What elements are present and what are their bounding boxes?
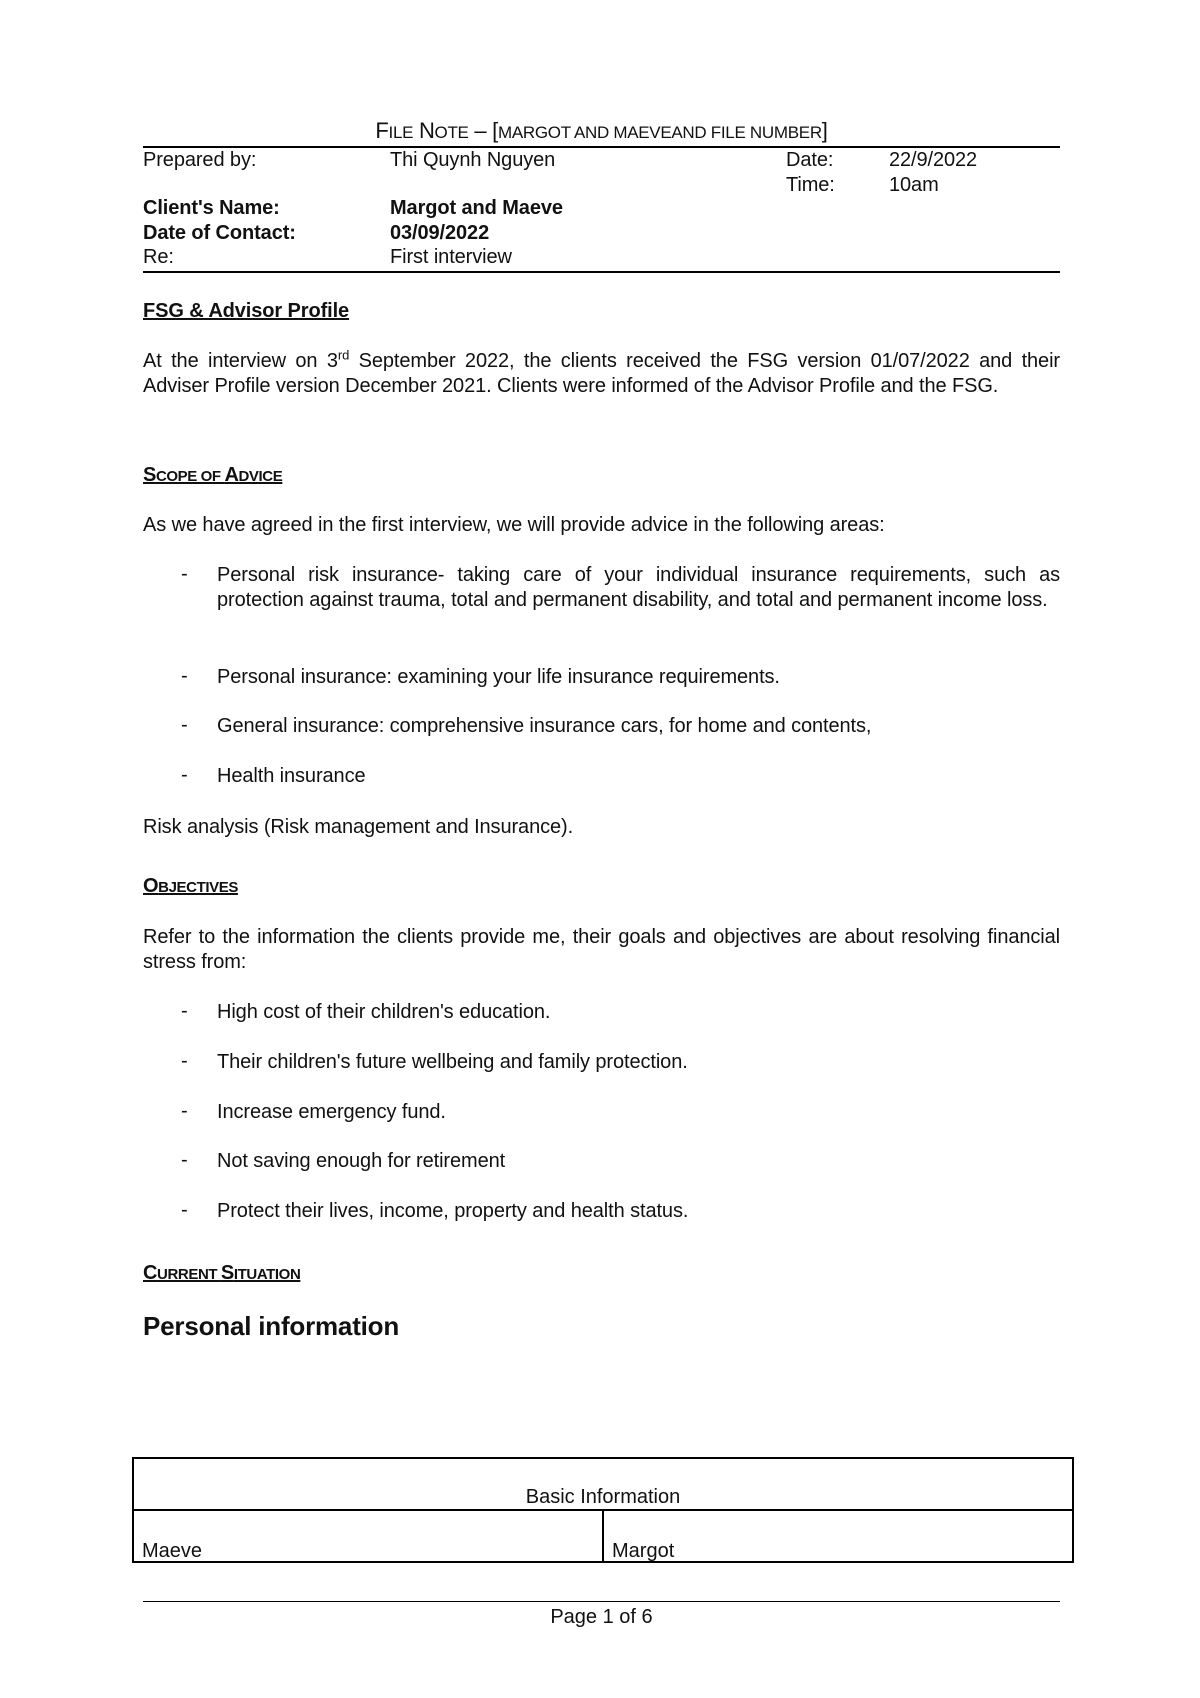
- table-header-cell: Basic Information: [525, 1486, 681, 1508]
- file-note-title: FILE NOTE – [MARGOT AND MAEVEAND FILE NUMBER]: [375, 118, 828, 143]
- scope-item: Personal insurance: examining your life insurance requirements.: [217, 666, 780, 688]
- title-rule: [143, 146, 1060, 148]
- scope-item: Health insurance: [217, 765, 366, 787]
- objectives-item: Increase emergency fund.: [217, 1101, 446, 1123]
- header-bottom-rule: [143, 271, 1060, 273]
- date-of-contact-label: Date of Contact:: [143, 222, 296, 244]
- scope-bullet-marker: -: [181, 714, 188, 736]
- prepared-by-label: Prepared by:: [143, 149, 257, 171]
- scope-closing: Risk analysis (Risk management and Insurance).: [143, 816, 574, 838]
- table-cell-text: Margot: [612, 1540, 675, 1562]
- objectives-item: High cost of their children's education.: [217, 1001, 551, 1023]
- date-of-contact-value: 03/09/2022: [390, 222, 490, 244]
- objectives-bullet-marker: -: [181, 1100, 188, 1122]
- re-label: Re:: [143, 246, 174, 268]
- time-label: Time:: [786, 174, 835, 196]
- objectives-bullet-marker: -: [181, 1149, 188, 1171]
- scope-item: General insurance: comprehensive insurance cars, for home and contents,: [217, 715, 872, 737]
- scope-intro: As we have agreed in the first interview, we will provide advice in the following areas:: [143, 514, 885, 536]
- objectives-item: Not saving enough for retirement: [217, 1150, 506, 1172]
- prepared-by-value: Thi Quynh Nguyen: [390, 149, 556, 171]
- objectives-bullet-marker: -: [181, 1000, 188, 1022]
- scope-bullet-marker: -: [181, 563, 188, 585]
- page-number: Page 1 of 6: [550, 1606, 653, 1628]
- scope-bullet-marker: -: [181, 665, 188, 687]
- time-value: 10am: [889, 174, 939, 196]
- objectives-item: Protect their lives, income, property and health status.: [217, 1200, 689, 1222]
- client-name-label: Client's Name:: [143, 197, 280, 219]
- fsg-paragraph: At the interview on 3rd September 2022, the clients received the FSG version 01/07/2022 and their Adviser Profile version December 2021. Clients were informed of the Advisor Profile and the FSG.: [143, 347, 1060, 397]
- objectives-heading: OBJECTIVES: [143, 875, 238, 897]
- basic-information-table: [132, 1457, 1074, 1563]
- scope-bullet-marker: -: [181, 764, 188, 786]
- table-cell-text: Maeve: [142, 1540, 203, 1562]
- objectives-intro: Refer to the information the clients provide me, their goals and objectives are about resolving financial stress from:: [143, 926, 1060, 973]
- scope-heading: SCOPE OF ADVICE: [143, 464, 283, 486]
- date-label: Date:: [786, 149, 834, 171]
- table-row: [134, 1511, 1072, 1561]
- fsg-heading: FSG & Advisor Profile: [143, 300, 350, 322]
- table-cell-maeve: [134, 1511, 602, 1561]
- table-header-row: [134, 1459, 1072, 1511]
- footer-rule: [143, 1601, 1060, 1602]
- client-name-value: Margot and Maeve: [390, 197, 563, 219]
- date-value: 22/9/2022: [889, 149, 978, 171]
- personal-information-title: Personal information: [143, 1311, 400, 1341]
- re-value: First interview: [390, 246, 512, 268]
- table-cell-margot: [602, 1511, 1072, 1561]
- objectives-item: Their children's future wellbeing and family protection.: [217, 1051, 688, 1073]
- scope-item: Personal risk insurance- taking care of your individual insurance requirements, such as protection against trauma, total and permanent disability, and total and permanent income loss.: [217, 564, 1060, 611]
- current-situation-heading: CURRENT SITUATION: [143, 1262, 301, 1284]
- objectives-bullet-marker: -: [181, 1199, 188, 1221]
- objectives-bullet-marker: -: [181, 1050, 188, 1072]
